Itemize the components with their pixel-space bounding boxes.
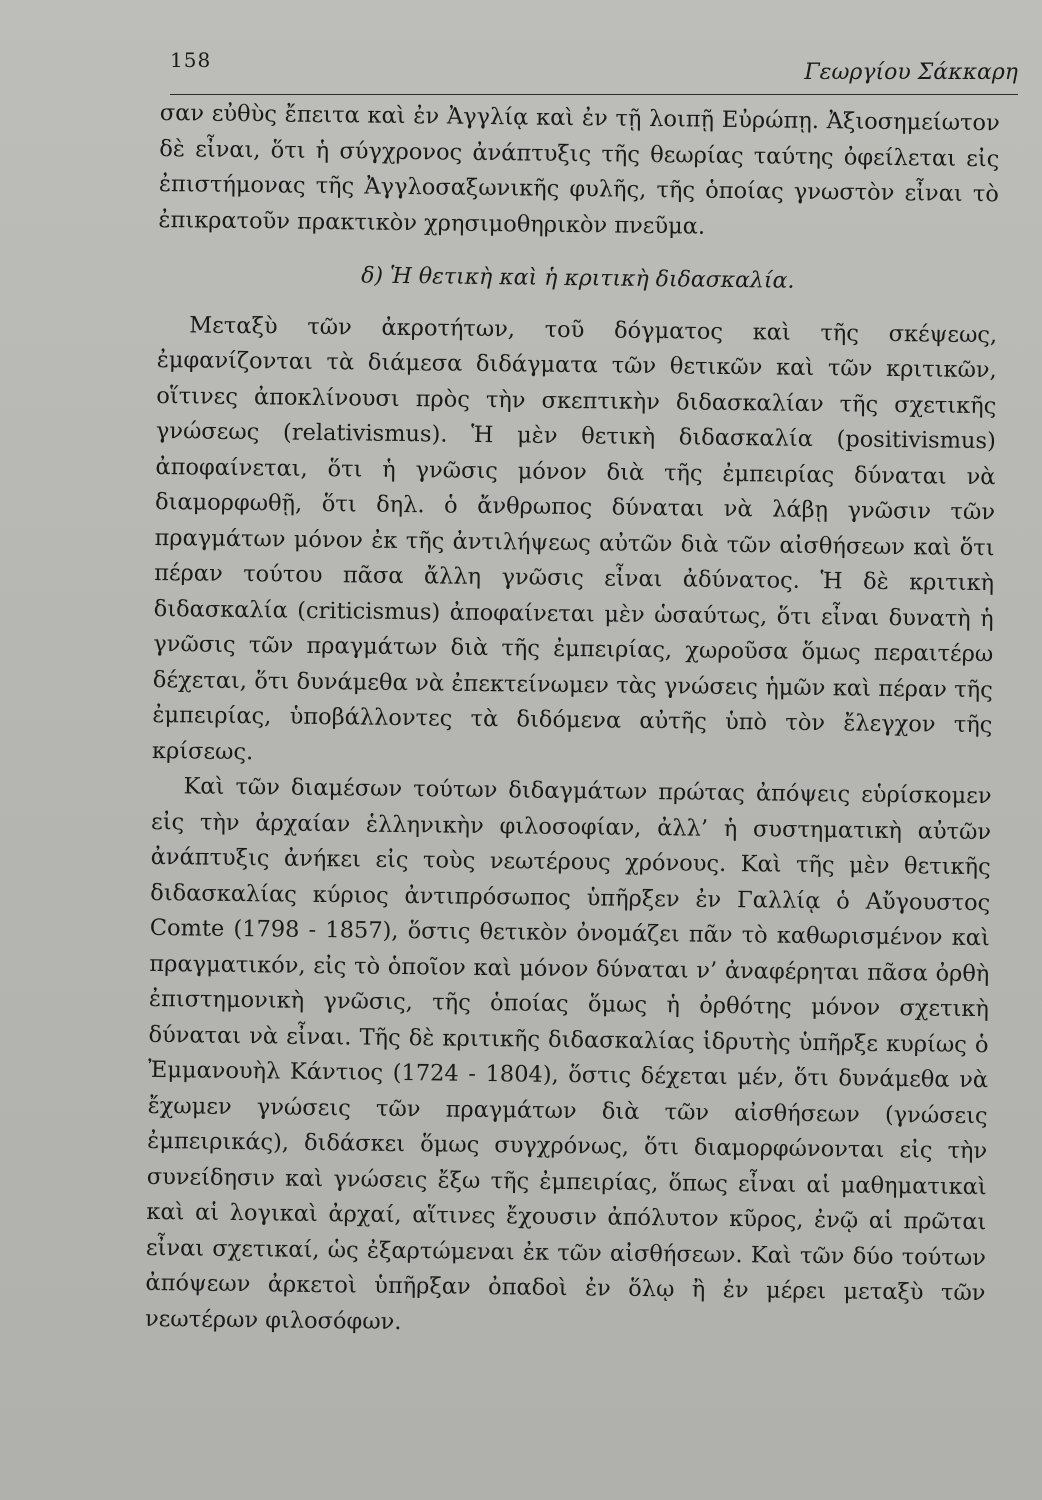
body-text xyxy=(145,96,1000,1347)
page-number: 158 xyxy=(170,48,212,72)
paragraph: Μεταξὺ τῶν ἀκροτήτων, τοῦ δόγματος καὶ τῆς σκέψεως, ἐμφανίζονται τὰ διάμεσα διδάγματα τῶν θετικῶν καὶ τῶν κριτικῶν, οἵτινες ἀποκλίνουσι πρὸς τὴν σκεπτικὴν διδασκαλίαν τῆς σχετικῆς γνώσεως (relativismus). Ἡ μὲν θετικὴ διδασκαλία (positivismus) ἀποφαίνεται, ὅτι ἡ γνῶσις μόνον διὰ τῆς ἐμπειρίας δύναται νὰ διαμορφωθῇ, ὅτι δηλ. ὁ ἄνθρωπος δύναται νὰ λάβῃ γνῶσιν τῶν πραγμάτων μόνον ἐκ τῆς ἀντιλήψεως αὐτῶν διὰ τῶν αἰσθήσεων καὶ ὅτι πέραν τούτου πᾶσα ἄλλη γνῶσις εἶναι ἀδύνατος. Ἡ δὲ κριτικὴ διδασκαλία (criticismus) ἀποφαίνεται μὲν ὡσαύτως, ὅτι εἶναι δυνατὴ ἡ γνῶσις τῶν πραγμάτων διὰ τῆς ἐμπειρίας, χωροῦσα ὅμως περαιτέρω δέχεται, ὅτι δυνάμεθα νὰ ἐπεκτείνωμεν τὰς γνώσεις ἡμῶν καὶ πέραν τῆς ἐμπειρίας, ὑποβάλλοντες τὰ διδόμενα αὐτῆς ὑπὸ τὸν ἔλεγχον τῆς κρίσεως. xyxy=(151,311,998,765)
running-head: Γεωργίου Σάκκαρη xyxy=(804,60,1018,85)
page-header xyxy=(150,38,1018,88)
section-title: δ) Ἡ θετικὴ καὶ ἡ κριτικὴ διδασκαλία. xyxy=(361,263,795,294)
paragraph: Καὶ τῶν διαμέσων τούτων διδαγμάτων πρώτας ἀπόψεις εὑρίσκομεν εἰς τὴν ἀρχαίαν ἑλληνικὴν φιλοσοφίαν, ἀλλ’ ἡ συστηματικὴ αὐτῶν ἀνάπτυξις ἀνήκει εἰς τοὺς νεωτέρους χρόνους. Καὶ τῆς μὲν θετικῆς διδασκαλίας κύριος ἀντιπρόσωπος ὑπῆρξεν ἐν Γαλλίᾳ ὁ Αὔγουστος Comte (1798 - 1857), ὅστις θετικὸν ὀνομάζει πᾶν τὸ καθωρισμένον καὶ πραγματικόν, εἰς τὸ ὁποῖον καὶ μόνον δύναται ν’ ἀναφέρηται πᾶσα ὀρθὴ ἐπιστημονικὴ γνῶσις, τῆς ὁποίας ὅμως ἡ ὀρθότης μόνον σχετικὴ δύναται νὰ εἶναι. Τῆς δὲ κριτικῆς διδασκαλίας ἱδρυτὴς ὑπῆρξε κυρίως ὁ Ἐμμανουὴλ Κάντιος (1724 - 1804), ὅστις δέχεται μέν, ὅτι δυνάμεθα νὰ ἔχωμεν γνώσεις τῶν πραγμάτων διὰ τῶν αἰσθήσεων (γνώσεις ἐμπειρικάς), διδάσκει ὅμως συγχρόνως, ὅτι διαμορφώνονται εἰς τὴν συνείδησιν καὶ γνώσεις ἔξω τῆς ἐμπειρίας, ὅπως εἶναι αἱ μαθηματικαὶ καὶ αἱ λογικαὶ ἀρχαί, αἵτινες ἔχουσιν ἀπόλυτον κῦρος, ἐνῷ αἱ πρῶται εἶναι σχετικαί, ὡς ἐξαρτώμεναι ἐκ τῶν αἰσθήσεων. Καὶ τῶν δύο τούτων ἀπόψεων ἀρκετοὶ ὑπῆρξαν ὀπαδοὶ ἐν ὅλῳ ἢ ἐν μέρει μεταξὺ τῶν νεωτέρων φιλοσόφων. xyxy=(144,773,992,1335)
header-rule xyxy=(170,94,1018,95)
paragraph: σαν εὐθὺς ἔπειτα καὶ ἐν Ἀγγλίᾳ καὶ ἐν τῇ λοιπῇ Εὐρώπῃ. Ἀξιοσημείωτον δὲ εἶναι, ὅτι ἡ σύγχρονος ἀνάπτυξις τῆς θεωρίας ταύτης ὀφείλεται εἰς ἐπιστήμονας τῆς Ἀγγλοσαξωνικῆς φυλῆς, τῆς ὁποίας γνωστὸν εἶναι τὸ ἐπικρατοῦν πρακτικὸν χρησιμοθηρικὸν πνεῦμα. xyxy=(158,99,1000,240)
